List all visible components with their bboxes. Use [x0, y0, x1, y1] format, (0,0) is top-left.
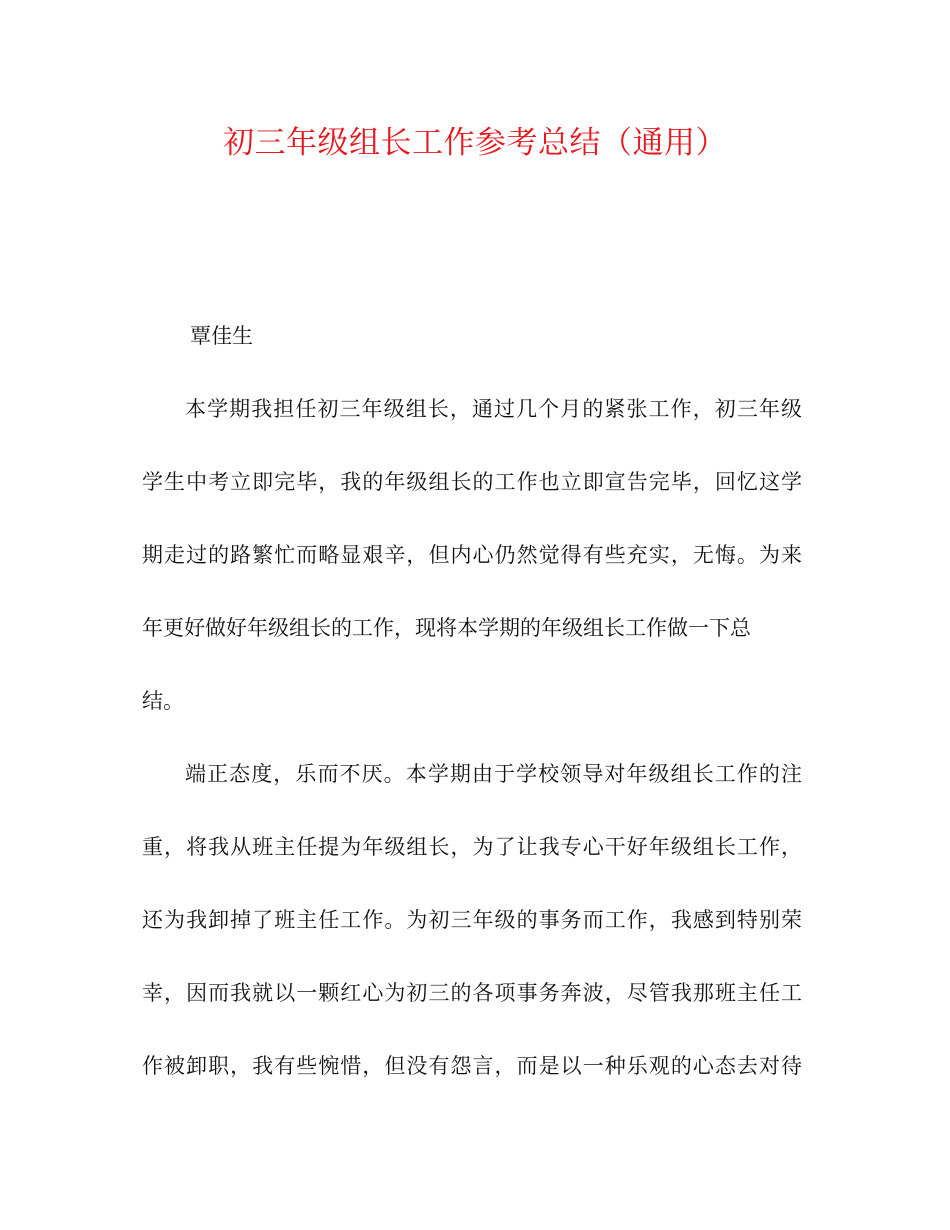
paragraph-line: 端正态度，乐而不厌。本学期由于学校领导对年级组长工作的注 [185, 762, 802, 786]
paragraph-line: 结。 [142, 689, 184, 713]
document-title: 初三年级组长工作参考总结（通用） [223, 125, 727, 161]
paragraph-line: 幸，因而我就以一颗红心为初三的各项事务奔波，尽管我那班主任工 [142, 981, 802, 1005]
author-name: 覃佳生 [190, 324, 253, 348]
paragraph-line: 学生中考立即完毕，我的年级组长的工作也立即宣告完毕，回忆这学 [142, 470, 802, 494]
paragraph-line: 年更好做好年级组长的工作，现将本学期的年级组长工作做一下总 [142, 616, 751, 640]
paragraph-line: 重，将我从班主任提为年级组长，为了让我专心干好年级组长工作， [142, 835, 802, 859]
paragraph-line: 作被卸职，我有些惋惜，但没有怨言，而是以一种乐观的心态去对待 [142, 1054, 802, 1078]
paragraph-line: 本学期我担任初三年级组长，通过几个月的紧张工作，初三年级 [185, 397, 802, 421]
paragraph-line: 期走过的路繁忙而略显艰辛，但内心仍然觉得有些充实，无悔。为来 [142, 543, 802, 567]
paragraph-line: 还为我卸掉了班主任工作。为初三年级的事务而工作，我感到特别荣 [142, 908, 802, 932]
